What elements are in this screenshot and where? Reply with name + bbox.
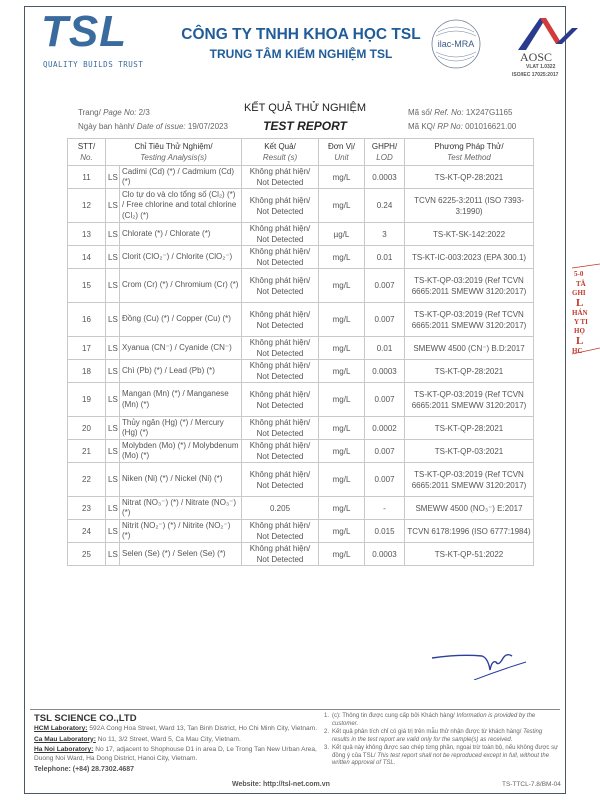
lod-value: 0.01 xyxy=(365,337,405,360)
row-number: 14 xyxy=(68,246,106,269)
unit-value: mg/L xyxy=(319,497,365,520)
testing-analysis: Clo tự do và clo tổng số (Cl₂) (*) / Free chlorine and total chlorine (Cl₂) (*) xyxy=(120,189,242,223)
testing-analysis: Molybden (Mo) (*) / Molybdenum (Mo) (*) xyxy=(120,440,242,463)
result-value: Không phát hiện/ Not Detected xyxy=(242,246,319,269)
table-row xyxy=(68,440,534,463)
test-method: TCVN 6178:1996 (ISO 6777:1984) xyxy=(405,520,534,543)
test-method: TS-KT-QP-03:2019 (Ref TCVN 6665:2011 SMEWW 3120:2017) xyxy=(405,383,534,417)
svg-text:HÁN: HÁN xyxy=(572,309,588,317)
result-value: Không phát hiện/ Not Detected xyxy=(242,166,319,189)
header-no: STT/ No. xyxy=(68,139,106,166)
lab-flag: LS xyxy=(106,360,120,383)
test-method: TS-KT-QP-28:2021 xyxy=(405,360,534,383)
unit-value: mg/L xyxy=(319,383,365,417)
footer-notes xyxy=(324,713,560,769)
header-unit: Đơn Vị/ Unit xyxy=(319,139,365,166)
test-method: TS-KT-QP-28:2021 xyxy=(405,166,534,189)
table-row xyxy=(68,269,534,303)
test-method: TCVN 6225-3:2011 (ISO 7393-3:1990) xyxy=(405,189,534,223)
result-value: Không phát hiện/ Not Detected xyxy=(242,520,319,543)
aosc-vlat: VLAT 1.0322 xyxy=(526,64,556,70)
aosc-iso: ISO/IEC 17025:2017 xyxy=(512,72,559,78)
lod-value: 0.007 xyxy=(365,440,405,463)
footer-contact xyxy=(34,713,324,775)
report-meta-right xyxy=(408,106,516,134)
unit-value: mg/L xyxy=(319,417,365,440)
row-number: 18 xyxy=(68,360,106,383)
lod-value: 3 xyxy=(365,223,405,246)
lod-value: 0.007 xyxy=(365,303,405,337)
lab-flag: LS xyxy=(106,303,120,337)
testing-analysis: Clorit (ClO₂⁻) / Chlorite (ClO₂⁻) xyxy=(120,246,242,269)
test-method: TS-KT-QP-03:2019 (Ref TCVN 6665:2011 SMEWW 3120:2017) xyxy=(405,269,534,303)
unit-value: mg/L xyxy=(319,189,365,223)
report-title xyxy=(240,102,370,133)
svg-text:HC: HC xyxy=(572,347,583,355)
ilac-label: ilac-MRA xyxy=(437,39,475,49)
unit-value: mg/L xyxy=(319,360,365,383)
table-row xyxy=(68,337,534,360)
unit-value: mg/L xyxy=(319,166,365,189)
website-link[interactable]: Website: http://tsl-net.com.vn xyxy=(232,781,330,788)
testing-analysis: Cadimi (Cd) (*) / Cadmium (Cd) (*) xyxy=(120,166,242,189)
aosc-label: AOSC xyxy=(520,50,553,64)
result-value: Không phát hiện/ Not Detected xyxy=(242,463,319,497)
row-number: 11 xyxy=(68,166,106,189)
telephone: Telephone: (+84) 28.7302.4687 xyxy=(34,766,135,774)
result-value: Không phát hiện/ Not Detected xyxy=(242,417,319,440)
header-analysis: Chỉ Tiêu Thử Nghiệm/ Testing Analysis(s) xyxy=(106,139,242,166)
unit-value: mg/L xyxy=(319,246,365,269)
testing-analysis: Thủy ngân (Hg) (*) / Mercury (Hg) (*) xyxy=(120,417,242,440)
testing-analysis: Niken (Ni) (*) / Nickel (Ni) (*) xyxy=(120,463,242,497)
date-of-issue: Ngày ban hành/ Date of issue: 19/07/2023 xyxy=(78,122,228,131)
lab-flag: LS xyxy=(106,497,120,520)
result-value: Không phát hiện/ Not Detected xyxy=(242,269,319,303)
svg-text:Y TI: Y TI xyxy=(574,318,588,326)
svg-text:GHI: GHI xyxy=(572,289,586,297)
test-method: TS-KT-SK-142:2022 xyxy=(405,223,534,246)
result-value: 0.205 xyxy=(242,497,319,520)
footer-divider xyxy=(30,709,560,710)
company-block xyxy=(176,26,426,61)
svg-text:TÂ: TÂ xyxy=(576,280,586,288)
letterhead xyxy=(26,7,564,78)
table-row xyxy=(68,463,534,497)
footer-note: 3. Kết quả này không được sao chép từng phần, ngoại trừ toàn bộ, nếu không được sự đồng ý của TSL/ This test report shall not be reproduced except in full, without the written approval of TSL. xyxy=(324,745,559,766)
unit-value: mg/L xyxy=(319,440,365,463)
lod-value: 0.007 xyxy=(365,383,405,417)
lod-value: - xyxy=(365,497,405,520)
date-value: 19/07/2023 xyxy=(187,122,228,131)
stamp-icon xyxy=(566,262,600,362)
aosc-mark-icon xyxy=(512,14,582,54)
testing-analysis: Xyanua (CN⁻) / Cyanide (CN⁻) xyxy=(120,337,242,360)
aosc-logo xyxy=(512,14,582,78)
test-method: SMEWW 4500 (CN⁻) B.D:2017 xyxy=(405,337,534,360)
table-header-row xyxy=(68,139,534,166)
table-row xyxy=(68,360,534,383)
test-method: TS-KT-QP-28:2021 xyxy=(405,417,534,440)
form-code: TS-TTCL-7.8/BM-04 xyxy=(502,781,561,788)
unit-value: mg/L xyxy=(319,520,365,543)
row-number: 17 xyxy=(68,337,106,360)
lab-flag: LS xyxy=(106,463,120,497)
rp-number: Mã KQ/ RP No: 001016621.00 xyxy=(408,122,517,131)
lod-value: 0.24 xyxy=(365,189,405,223)
test-method: TS-KT-IC-003:2023 (EPA 300.1) xyxy=(405,246,534,269)
lod-value: 0.0003 xyxy=(365,543,405,566)
footer-company: TSL SCIENCE CO.,LTD xyxy=(34,713,137,724)
center-name: TRUNG TÂM KIỂM NGHIỆM TSL xyxy=(209,47,393,61)
table-row xyxy=(68,246,534,269)
table-row xyxy=(68,223,534,246)
unit-value: mg/L xyxy=(319,303,365,337)
row-number: 23 xyxy=(68,497,106,520)
page-number-value: 2/3 xyxy=(138,108,150,117)
header-method: Phương Pháp Thử/ Test Method xyxy=(405,139,534,166)
lod-value: 0.015 xyxy=(365,520,405,543)
result-value: Không phát hiện/ Not Detected xyxy=(242,440,319,463)
table-row xyxy=(68,303,534,337)
testing-analysis: Chlorate (*) / Chlorate (*) xyxy=(120,223,242,246)
lab-flag: LS xyxy=(106,520,120,543)
row-number: 25 xyxy=(68,543,106,566)
lab-flag: LS xyxy=(106,417,120,440)
lod-value: 0.01 xyxy=(365,246,405,269)
logo-text: TSL xyxy=(41,7,128,56)
camau-lab: Ca Mau Laboratory: No 11, 3/2 Street, Ward 5, Ca Mau City, Vietnam. xyxy=(34,735,241,743)
testing-analysis: Nitrat (NO₃⁻) (*) / Nitrate (NO₃⁻) (*) xyxy=(120,497,242,520)
page-number: Trang/ Page No: 2/3 xyxy=(78,108,150,117)
result-value: Không phát hiện/ Not Detected xyxy=(242,543,319,566)
result-value: Không phát hiện/ Not Detected xyxy=(242,337,319,360)
row-number: 15 xyxy=(68,269,106,303)
ref-number: Mã số/ Ref. No: 1X247G1165 xyxy=(408,108,513,117)
lab-flag: LS xyxy=(106,337,120,360)
table-row xyxy=(68,497,534,520)
results-table xyxy=(67,138,534,566)
ilac-mra-logo-icon xyxy=(430,18,482,70)
svg-text:HỌ: HỌ xyxy=(574,327,585,335)
row-number: 13 xyxy=(68,223,106,246)
test-method: TS-KT-QP-51:2022 xyxy=(405,543,534,566)
unit-value: mg/L xyxy=(319,269,365,303)
result-value: Không phát hiện/ Not Detected xyxy=(242,223,319,246)
table-row xyxy=(68,383,534,417)
row-number: 12 xyxy=(68,189,106,223)
row-number: 21 xyxy=(68,440,106,463)
test-method: TS-KT-QP-03:2021 xyxy=(405,440,534,463)
testing-analysis: Mangan (Mn) (*) / Manganese (Mn) (*) xyxy=(120,383,242,417)
footer-note: 1. (c): Thông tin được cung cấp bởi Khách hàng/ Information is provided by the customer. xyxy=(324,713,536,727)
hanoi-lab: Ha Noi Laboratory: No 17, adjacent to Shophouse D1 in area D, Le Trong Tan New Urban Area, Duong Noi Ward, Ha Dong District, Hanoi City, Vietnam. xyxy=(34,746,317,762)
lod-value: 0.0003 xyxy=(365,166,405,189)
lab-flag: LS xyxy=(106,383,120,417)
ref-number-value: 1X247G1165 xyxy=(465,108,513,117)
footer-note: 2. Kết quả phân tích chỉ có giá trị trên mẫu thử nhận được từ khách hàng/ Testing results in the test report are valid only for the sample(s) as received. xyxy=(324,729,543,743)
lab-flag: LS xyxy=(106,543,120,566)
row-number: 22 xyxy=(68,463,106,497)
signature-icon xyxy=(430,640,550,680)
header-result: Kết Quả/ Result (s) xyxy=(242,139,319,166)
row-number: 20 xyxy=(68,417,106,440)
unit-value: µg/L xyxy=(319,223,365,246)
test-method: TS-KT-QP-03:2019 (Ref TCVN 6665:2011 SMEWW 3120:2017) xyxy=(405,463,534,497)
result-value: Không phát hiện/ Not Detected xyxy=(242,383,319,417)
testing-analysis: Crom (Cr) (*) / Chromium (Cr) (*) xyxy=(120,269,242,303)
rp-number-value: 001016621.00 xyxy=(465,122,517,131)
lab-flag: LS xyxy=(106,440,120,463)
lod-value: 0.0003 xyxy=(365,360,405,383)
result-value: Không phát hiện/ Not Detected xyxy=(242,360,319,383)
result-value: Không phát hiện/ Not Detected xyxy=(242,303,319,337)
table-row xyxy=(68,189,534,223)
hcm-lab: HCM Laboratory: 592A Cong Hoa Street, Ward 13, Tan Binh District, Ho Chi Minh City, Vietnam. xyxy=(34,725,318,732)
lab-flag: LS xyxy=(106,246,120,269)
company-name: CÔNG TY TNHH KHOA HỌC TSL xyxy=(181,26,421,43)
header-lod: GHPH/ LOD xyxy=(365,139,405,166)
table-row xyxy=(68,417,534,440)
lod-value: 0.007 xyxy=(365,269,405,303)
lab-flag: LS xyxy=(106,269,120,303)
unit-value: mg/L xyxy=(319,543,365,566)
report-title-en: TEST REPORT xyxy=(263,119,347,133)
unit-value: mg/L xyxy=(319,337,365,360)
testing-analysis: Nitrit (NO₂⁻) (*) / Nitrite (NO₂⁻) (*) xyxy=(120,520,242,543)
row-number: 24 xyxy=(68,520,106,543)
table-row xyxy=(68,166,534,189)
lod-value: 0.007 xyxy=(365,463,405,497)
table-row xyxy=(68,543,534,566)
lab-flag: LS xyxy=(106,166,120,189)
tsl-logo xyxy=(41,7,171,69)
logo-tagline: QUALITY BUILDS TRUST xyxy=(43,60,144,69)
unit-value: mg/L xyxy=(319,463,365,497)
testing-analysis: Đồng (Cu) (*) / Copper (Cu) (*) xyxy=(120,303,242,337)
table-row xyxy=(68,520,534,543)
report-meta-left xyxy=(78,106,228,134)
lab-flag: LS xyxy=(106,189,120,223)
svg-text:5-0: 5-0 xyxy=(574,270,584,278)
test-method: TS-KT-QP-03:2019 (Ref TCVN 6665:2011 SMEWW 3120:2017) xyxy=(405,303,534,337)
lab-flag: LS xyxy=(106,223,120,246)
company-seal-stamp xyxy=(566,262,600,362)
report-title-vn: KẾT QUẢ THỬ NGHIỆM xyxy=(243,102,367,114)
testing-analysis: Chì (Pb) (*) / Lead (Pb) (*) xyxy=(120,360,242,383)
row-number: 19 xyxy=(68,383,106,417)
result-value: Không phát hiện/ Not Detected xyxy=(242,189,319,223)
lod-value: 0.0002 xyxy=(365,417,405,440)
testing-analysis: Selen (Se) (*) / Selen (Se) (*) xyxy=(120,543,242,566)
test-method: SMEWW 4500 (NO₃⁻) E:2017 xyxy=(405,497,534,520)
svg-text:L: L xyxy=(576,297,584,309)
svg-text:L: L xyxy=(576,335,584,347)
row-number: 16 xyxy=(68,303,106,337)
